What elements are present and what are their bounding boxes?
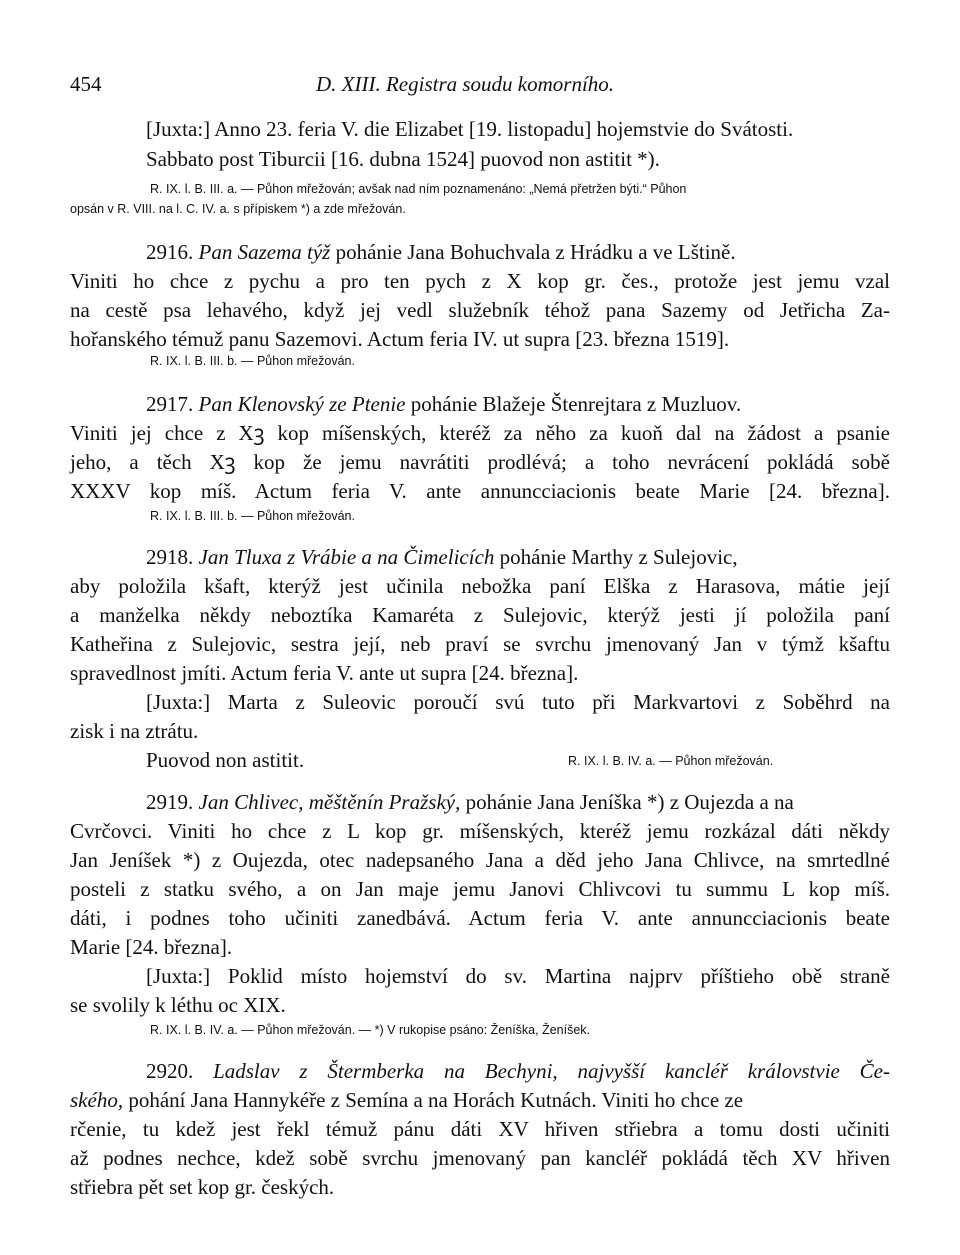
entry-heading-2916 — [146, 238, 890, 266]
entry-line: Katheřina z Sulejovic, sestra její, neb praví se svrchu jmenovaný Jan v týmž kšaftu — [70, 632, 890, 656]
entry-line: jeho, a těch Xꝫ kop že jemu navrátiti prodlévá; a toho nevrácení pokládá sobě — [70, 450, 890, 474]
footnote: R. IX. l. B. III. a. — Půhon mřežován; avšak nad ním poznamenáno: „Nemá přetržen býti.“ Půhon — [150, 182, 687, 196]
entry-number: 2918. — [146, 545, 194, 569]
entry-text: pohánie Blažeje Štenrejtara z Muzluov. — [410, 392, 742, 416]
entry-line: hořanského témuž panu Sazemovi. Actum feria IV. ut supra [23. března 1519]. — [70, 327, 730, 351]
entry-heading-2920 — [146, 1057, 890, 1085]
entry-heading-2918 — [146, 543, 890, 571]
footnote: R. IX. l. B. IV. a. — Půhon mřežován. — [568, 754, 774, 768]
entry-party: Jan Tluxa z Vrábie a na Čimelicích — [198, 545, 495, 569]
entry-number: 2917. — [146, 392, 194, 416]
entry-number: 2919. — [146, 790, 194, 814]
entry-line: Marie [24. března]. — [70, 935, 233, 959]
entry-line: dáti, i podnes toho učiniti zanedbává. Actum feria V. ante annuncciacionis beate — [70, 906, 890, 930]
footnote: R. IX. l. B. III. b. — Půhon mřežován. — [150, 509, 355, 523]
juxta-line: [Juxta:] Marta z Suleovic poroučí svú tuto při Markvartovi z Soběhrd na — [146, 690, 890, 714]
entry-text: pohánie Jana Bohuchvala z Hrádku a ve Lštině. — [335, 240, 736, 264]
juxta-line-2: Sabbato post Tiburcii [16. dubna 1524] puovod non astitit *). — [146, 147, 660, 171]
entry-heading-2917 — [146, 390, 890, 418]
footnote: R. IX. l. B. III. b. — Půhon mřežován. — [150, 354, 355, 368]
entry-line: až podnes nechce, kdež sobě svrchu jmenovaný pan kancléř pokládá těch XV hřiven — [70, 1146, 890, 1170]
entry-line: rčenie, tu kdež jest řekl témuž pánu dáti XV hřiven střiebra a tomu dosti učiniti — [70, 1117, 890, 1141]
footnote: R. IX. l. B. IV. a. — Půhon mřežován. — *) V rukopise psáno: Ženíška, Ženíšek. — [150, 1023, 591, 1037]
running-title: D. XIII. Registra soudu komorního. — [316, 72, 615, 96]
entry-party: Pan Sazema týž — [198, 240, 331, 264]
entry-line: Jan Jeníšek *) z Oujezda, otec nadepsaného Jana a děd jeho Jana Chlivce, na smrtedlné — [70, 848, 890, 872]
entry-line: posteli z statku svého, a on Jan maje jemu Janovi Chlivcovi tu summu L kop míš. — [70, 877, 890, 901]
entry-line: Viniti ho chce z pychu a pro ten pych z X kop gr. čes., protože jest jemu vzal — [70, 269, 890, 293]
entry-text: pohánie Jana Jeníška *) z Oujezda a na — [465, 790, 794, 814]
entry-line: se svolily k léthu oc XIX. — [70, 993, 286, 1017]
entry-line: aby položila kšaft, kterýž jest učinila nebožka paní Elška z Harasova, mátie její — [70, 574, 890, 598]
entry-line: Viniti jej chce z Xꝫ kop míšenských, kteréž za něho za kuoň dal na žádost a psanie — [70, 421, 890, 445]
entry-number: 2920. — [146, 1059, 194, 1083]
entry-party-cont: ského, — [70, 1088, 124, 1112]
entry-party: Jan Chlivec, měštěnín Pražský, — [198, 790, 461, 814]
entry-line — [70, 1086, 890, 1114]
entry-line: XXXV kop míš. Actum feria V. ante annuncciacionis beate Marie [24. března]. — [70, 479, 890, 503]
entry-party: Ladslav z Štermberka na Bechyni, najvyšší kancléř královstvie Če- — [213, 1059, 890, 1083]
entry-line: a manželka někdy neboztíka Kamaréta z Sulejovic, kterýž jesti jí položila paní — [70, 603, 890, 627]
entry-line: spravedlnost jmíti. Actum feria V. ante ut supra [24. března]. — [70, 661, 579, 685]
entry-line: Cvrčovci. Viniti ho chce z L kop gr. míšenských, kteréž jemu rozkázal dáti někdy — [70, 819, 890, 843]
juxta-line-1: [Juxta:] Anno 23. feria V. die Elizabet [19. listopadu] hojemstvie do Svátosti. — [146, 117, 794, 141]
entry-line: Puovod non astitit. — [146, 748, 305, 772]
juxta-line: [Juxta:] Poklid místo hojemství do sv. Martina najprv příštieho obě straně — [146, 964, 890, 988]
footnote: opsán v R. VIII. na l. C. IV. a. s přípiskem *) a zde mřežován. — [70, 202, 406, 216]
entry-heading-2919 — [146, 788, 890, 816]
page-number: 454 — [70, 72, 102, 96]
entry-line: střiebra pět set kop gr. českých. — [70, 1175, 335, 1199]
entry-line: na cestě psa lehavého, když jej vedl služebník téhož pana Sazemy od Jetřicha Za- — [70, 298, 890, 322]
entry-line: zisk i na ztrátu. — [70, 719, 199, 743]
entry-party: Pan Klenovský ze Ptenie — [198, 392, 406, 416]
entry-text: pohání Jana Hannykéře z Semína a na Horách Kutnách. Viniti ho chce ze — [128, 1088, 744, 1112]
entry-number: 2916. — [146, 240, 194, 264]
entry-text: pohánie Marthy z Sulejovic, — [499, 545, 738, 569]
